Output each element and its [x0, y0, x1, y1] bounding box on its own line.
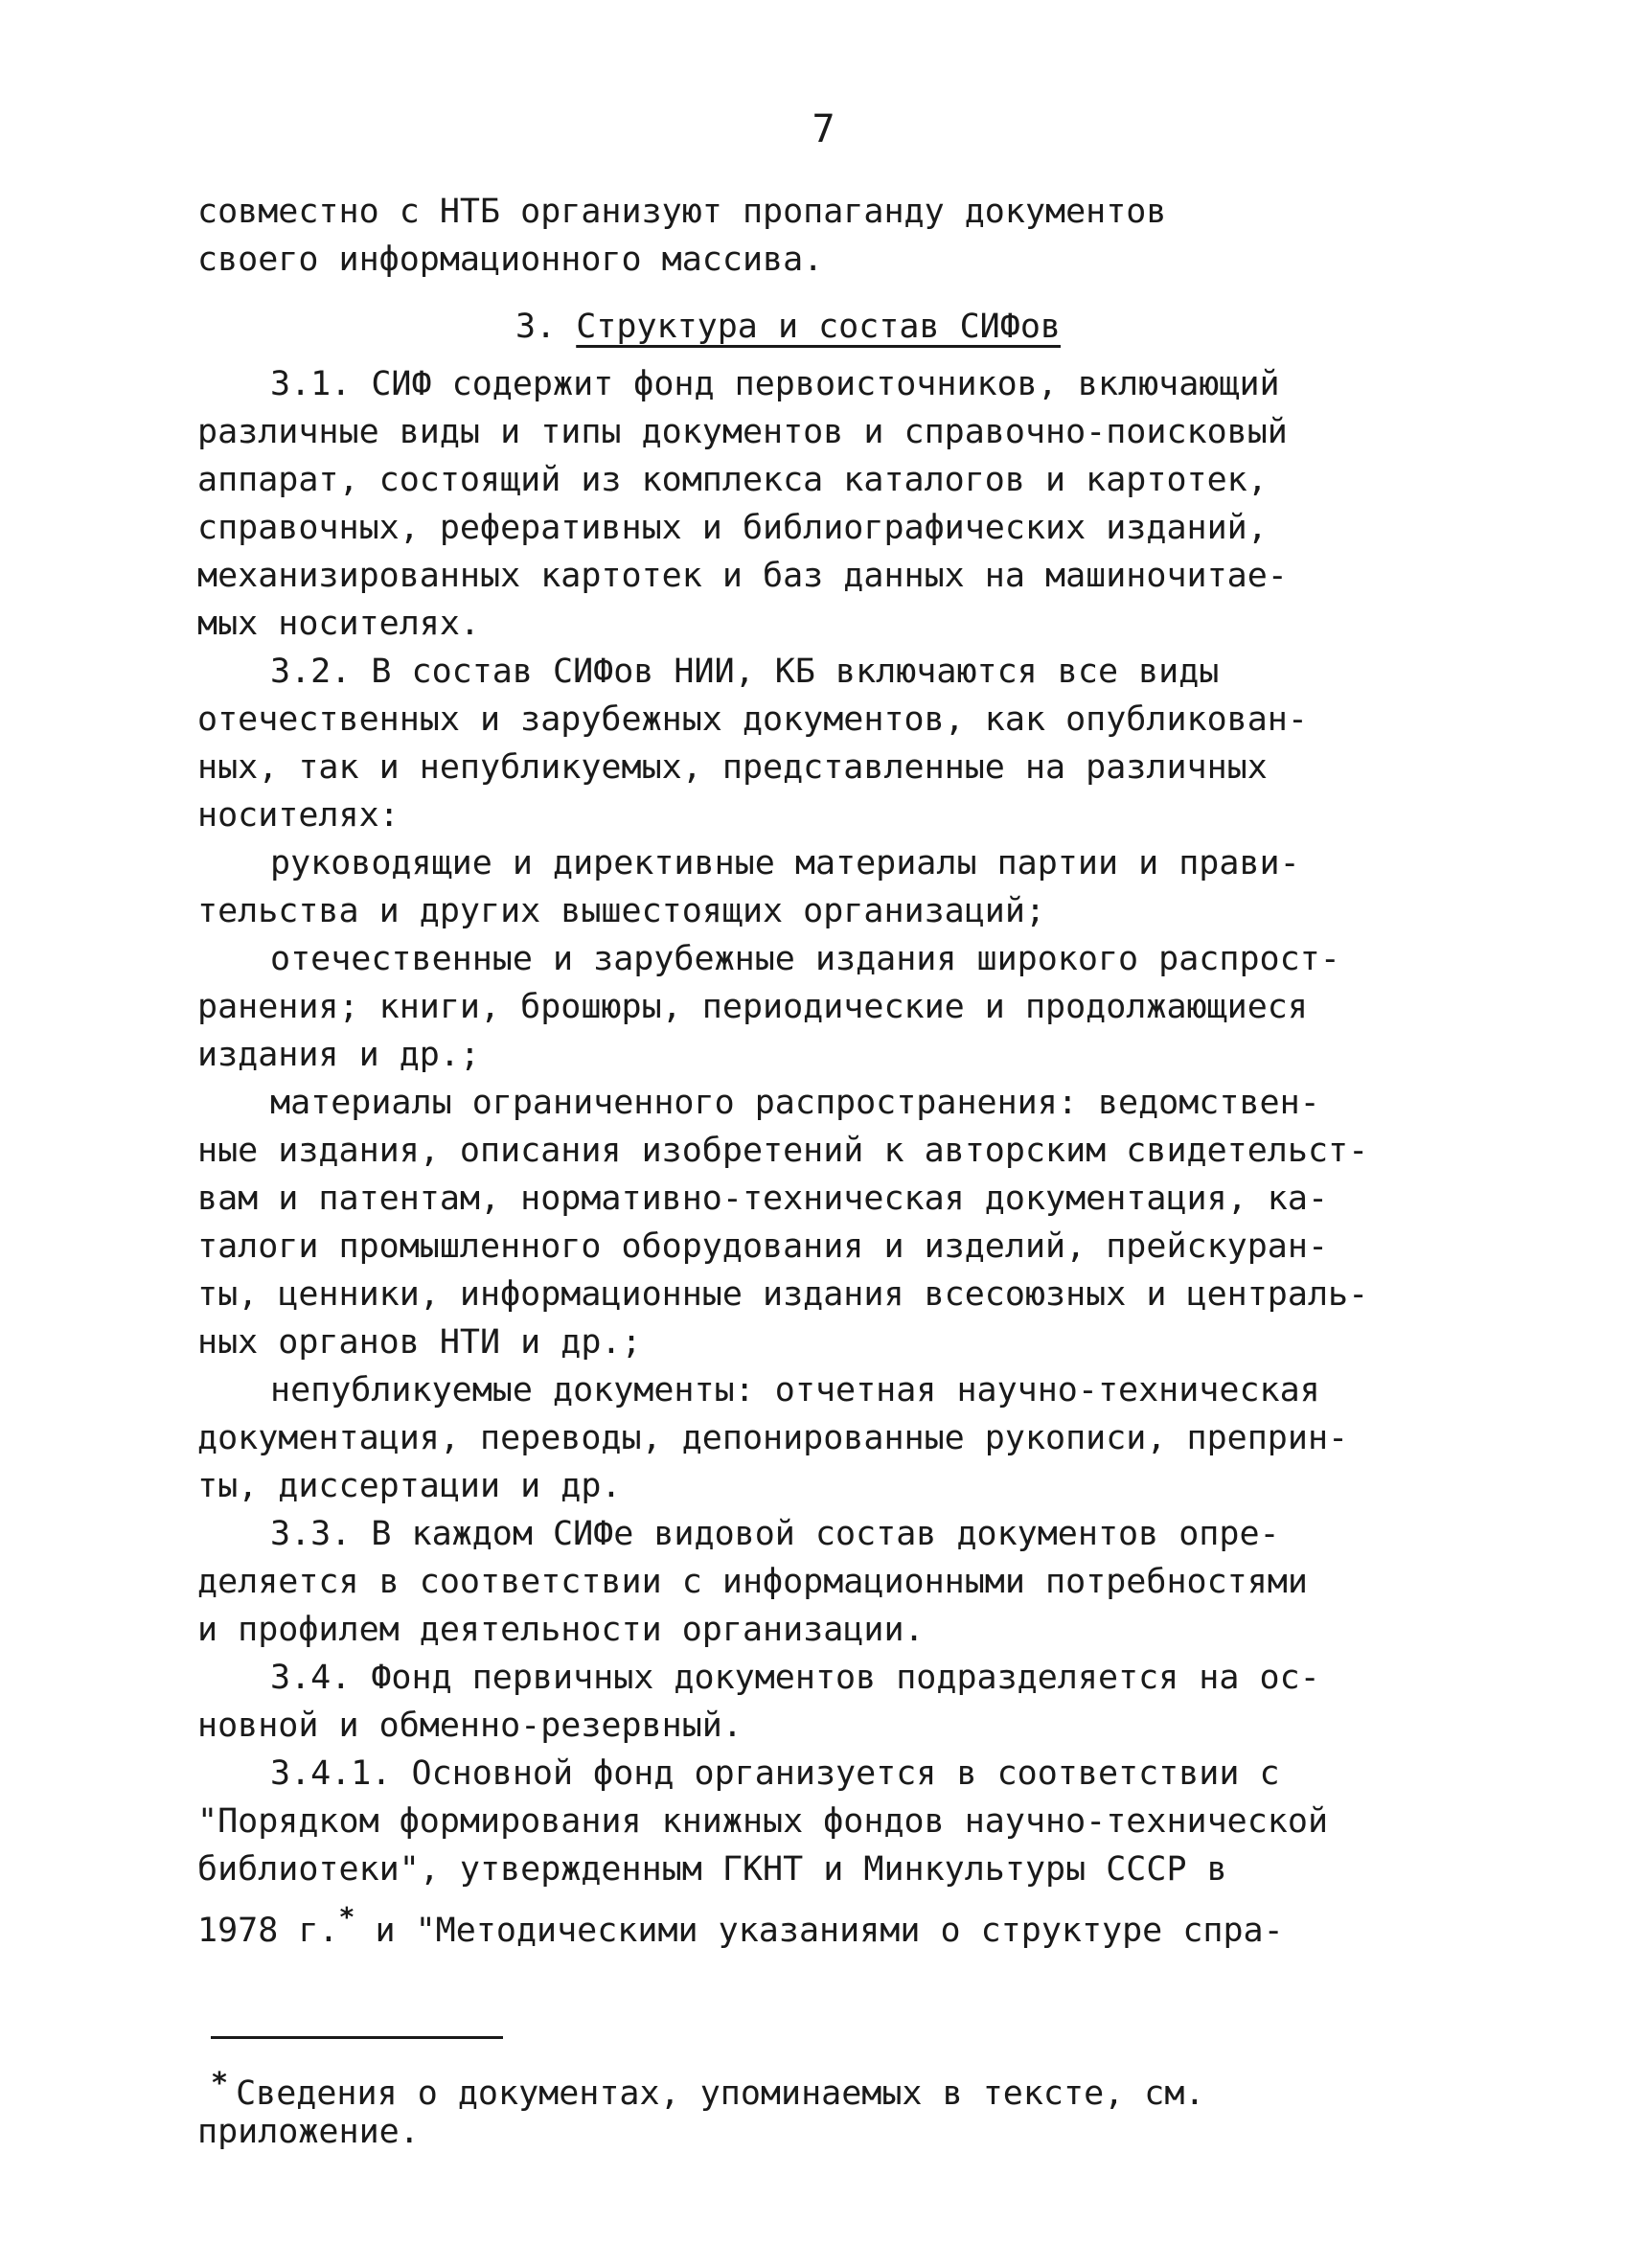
text-line: мых носителях.: [197, 605, 481, 643]
list-item-directives: [197, 839, 1539, 935]
text-line: документация, переводы, депонированные рукописи, преприн-: [197, 1419, 1349, 1457]
text-line: 3.1. СИФ содержит фонд первоисточников, включающий: [270, 365, 1280, 403]
text-fragment: и "Методическими указаниями о структуре спра-: [355, 1912, 1284, 1950]
footnote-divider: [211, 2036, 503, 2039]
list-item-editions: [197, 935, 1539, 1079]
text-line: материалы ограниченного распространения: ведомствен-: [270, 1084, 1320, 1122]
text-line: библиотеки", утвержденным ГКНТ и Минкультуры СССР в: [197, 1850, 1227, 1889]
text-line: 3.3. В каждом СИФе видовой состав документов опре-: [270, 1515, 1280, 1553]
text-line: 3.2. В состав СИФов НИИ, КБ включаются все виды: [270, 653, 1220, 691]
list-item-limited-materials: [197, 1079, 1539, 1366]
section-heading: [197, 293, 1539, 360]
page-number: 7: [812, 107, 835, 151]
text-line: ты, диссертации и др.: [197, 1467, 622, 1505]
text-line: и профилем деятельности организации.: [197, 1611, 925, 1649]
paragraph-3-4: [197, 1654, 1539, 1750]
text-line: своего информационного массива.: [197, 241, 824, 279]
section-number: 3.: [515, 308, 557, 346]
text-line: "Порядком формирования книжных фондов научно-технической: [197, 1802, 1329, 1841]
text-line: отечественные и зарубежные издания широкого распрост-: [270, 940, 1340, 978]
text-line: талоги промышленного оборудования и изделий, прейскуран-: [197, 1227, 1329, 1266]
text-line: ранения; книги, брошюры, периодические и продолжающиеся: [197, 988, 1308, 1026]
main-text: [197, 188, 1539, 1950]
text-line: справочных, реферативных и библиографических изданий,: [197, 509, 1268, 547]
paragraph-3-3: [197, 1510, 1539, 1654]
text-line: совместно с НТБ организуют пропаганду документов: [197, 193, 1167, 231]
paragraph-3-4-1: [197, 1750, 1539, 1950]
text-line: тельства и других вышестоящих организаций;: [197, 892, 1046, 930]
footnote-mark: *: [211, 2067, 229, 2100]
paragraph-3-2: [197, 648, 1539, 839]
text-line: 3.4. Фонд первичных документов подразделяется на ос-: [270, 1659, 1320, 1697]
text-line: новной и обменно-резервный.: [197, 1707, 743, 1745]
text-line: механизированных картотек и баз данных на машиночитае-: [197, 557, 1288, 595]
text-fragment: 1978 г.: [197, 1912, 339, 1950]
footnote-reference: *: [338, 1901, 355, 1933]
footnote-text: Сведения о документах, упоминаемых в тексте, см.: [236, 2074, 1205, 2113]
text-line: 3.4.1. Основной фонд организуется в соответствии с: [270, 1754, 1280, 1793]
text-line: издания и др.;: [197, 1036, 481, 1074]
text-line: непубликуемые документы: отчетная научно-техническая: [270, 1371, 1320, 1409]
text-line: ных органов НТИ и др.;: [197, 1323, 642, 1362]
text-line: руководящие и директивные материалы партии и прави-: [270, 844, 1300, 882]
text-line: вам и патентам, нормативно-техническая документация, ка-: [197, 1180, 1329, 1218]
text-line: приложение.: [197, 2113, 420, 2151]
section-title: Структура и состав СИФов: [576, 308, 1061, 346]
text-line: ты, ценники, информационные издания всесоюзных и централь-: [197, 1275, 1369, 1314]
footnote: [197, 2060, 1552, 2156]
paragraph-3-1: [197, 360, 1539, 648]
text-line: носителях:: [197, 796, 400, 835]
text-line: [211, 2060, 1552, 2113]
text-line: ных, так и непубликуемых, представленные на различных: [197, 748, 1268, 787]
text-line: отечественных и зарубежных документов, как опубликован-: [197, 700, 1308, 739]
text-line: различные виды и типы документов и справочно-поисковый: [197, 413, 1288, 451]
text-line: деляется в соответствии с информационными потребностями: [197, 1563, 1308, 1601]
text-line: [197, 1893, 1539, 1950]
list-item-unpublished: [197, 1366, 1539, 1510]
text-line: ные издания, описания изобретений к авторским свидетельст-: [197, 1132, 1369, 1170]
text-line: аппарат, состоящий из комплекса каталогов и картотек,: [197, 461, 1268, 499]
intro-paragraph: [197, 188, 1539, 284]
